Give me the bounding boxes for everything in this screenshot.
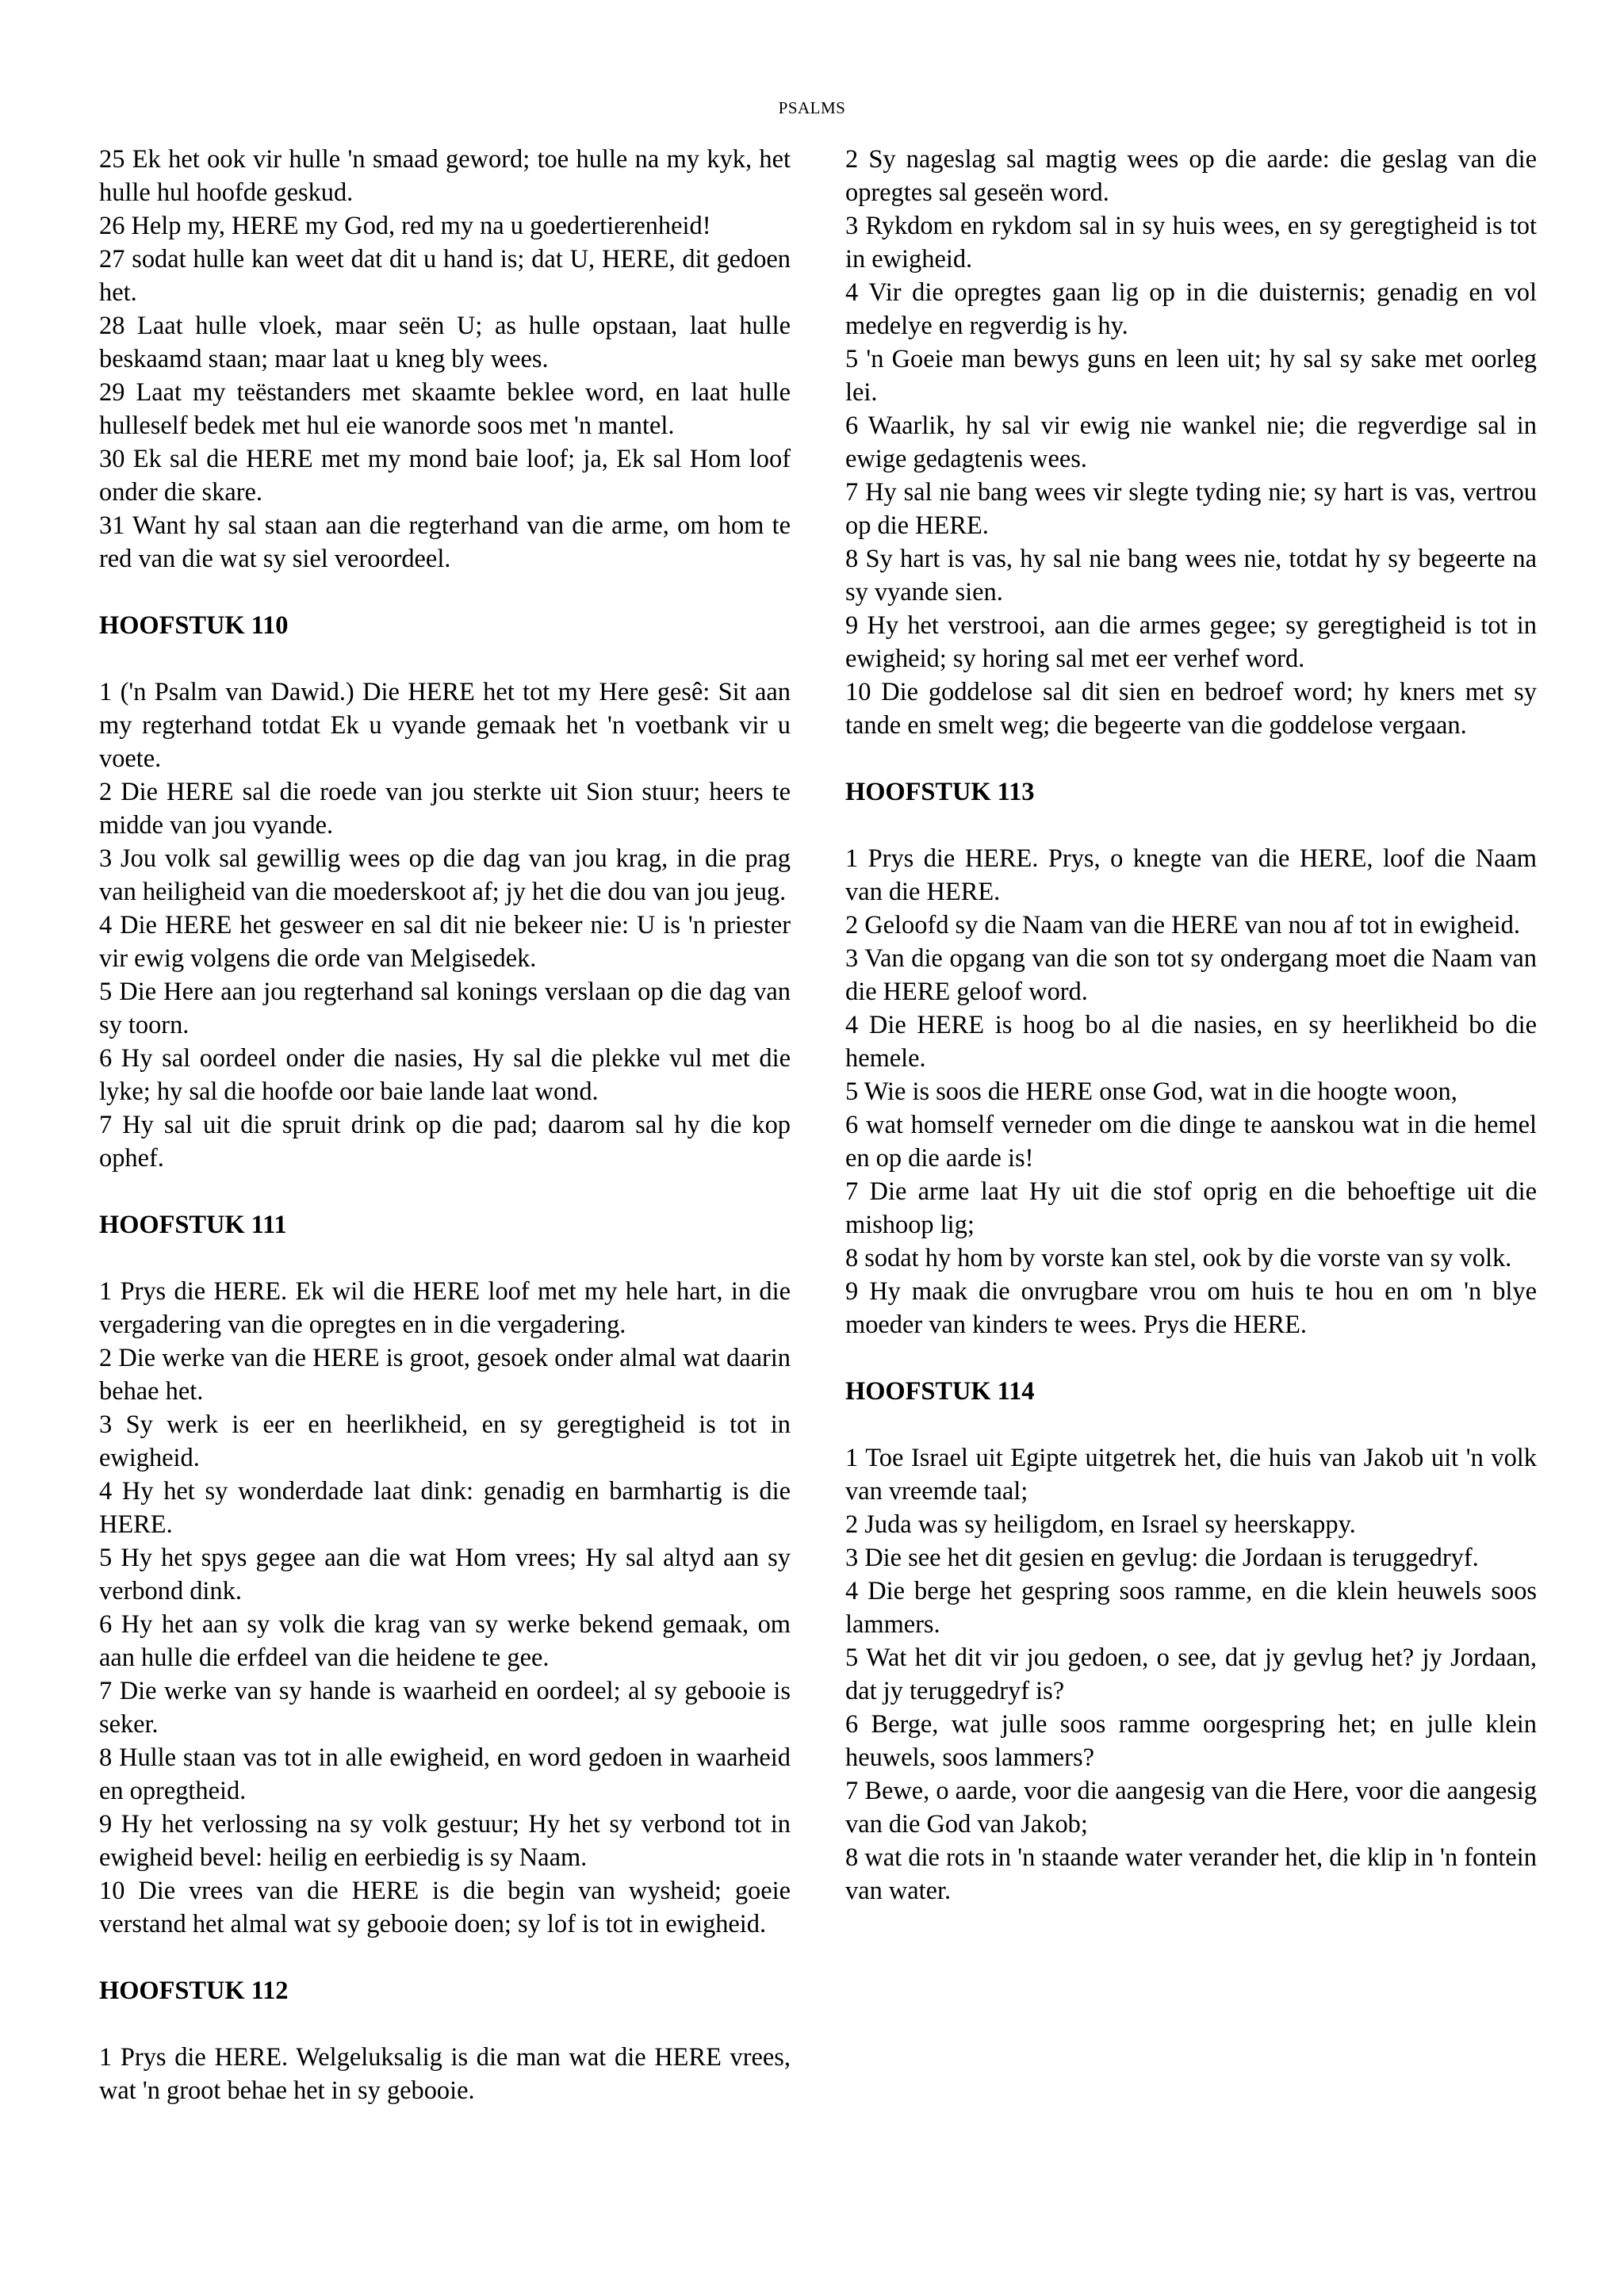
verse: 3 Rykdom en rykdom sal in sy huis wees, en sy geregtigheid is tot in ewigheid. [845,212,1537,274]
verse: 6 Waarlik, hy sal vir ewig nie wankel nie; die regverdige sal in ewige gedagtenis wees. [845,411,1537,473]
verse: 6 Berge, wat julle soos ramme oorgespring het; en julle klein heuwels, soos lammers? [845,1710,1537,1772]
left-column [99,143,791,2107]
verse: 9 Hy maak die onvrugbare vrou om huis te hou en om 'n blye moeder van kinders te wees. Prys die HERE. [845,1277,1537,1339]
verse: 8 wat die rots in 'n staande water verander het, die klip in 'n fontein van water. [845,1843,1537,1905]
verse: 1 Prys die HERE. Ek wil die HERE loof met my hele hart, in die vergadering van die opregtes en in die vergadering. [99,1277,791,1339]
verse: 1 Prys die HERE. Welgeluksalig is die man wat die HERE vrees, wat 'n groot behae het in sy gebooie. [99,2043,791,2105]
chapter-heading: HOOFSTUK 111 [99,1211,287,1239]
verse: 9 Hy het verstrooi, aan die armes gegee; sy geregtigheid is tot in ewigheid; sy horing sal met eer verhef word. [845,611,1537,673]
verse: 7 Hy sal uit die spruit drink op die pad; daarom sal hy die kop ophef. [99,1111,791,1173]
verse: 3 Jou volk sal gewillig wees op die dag van jou krag, in die prag van heiligheid van die moederskoot af; jy het die dou van jou jeug. [99,844,791,906]
verse: 6 Hy het aan sy volk die krag van sy werke bekend gemaak, om aan hulle die erfdeel van die heidene te gee. [99,1610,791,1672]
verse: 1 Toe Israel uit Egipte uitgetrek het, die huis van Jakob uit 'n volk van vreemde taal; [845,1444,1537,1506]
verse: 5 Wie is soos die HERE onse God, wat in die hoogte woon, [845,1077,1457,1106]
verse: 5 Die Here aan jou regterhand sal konings verslaan op die dag van sy toorn. [99,978,791,1039]
chapter-heading: HOOFSTUK 113 [845,778,1035,806]
verse: 3 Van die opgang van die son tot sy ondergang moet die Naam van die HERE geloof word. [845,944,1537,1006]
verse: 2 Juda was sy heiligdom, en Israel sy heerskappy. [845,1510,1356,1539]
chapter-heading: HOOFSTUK 114 [845,1377,1035,1406]
verse: 3 Die see het dit gesien en gevlug: die Jordaan is teruggedryf. [845,1544,1479,1572]
verse: 3 Sy werk is eer en heerlikheid, en sy geregtigheid is tot in ewigheid. [99,1410,791,1472]
verse: 2 Sy nageslag sal magtig wees op die aarde: die geslag van die opregtes sal geseën word. [845,145,1537,207]
verse: 28 Laat hulle vloek, maar seën U; as hulle opstaan, laat hulle beskaamd staan; maar laat u kneg bly wees. [99,312,791,373]
verse: 6 Hy sal oordeel onder die nasies, Hy sal die plekke vul met die lyke; hy sal die hoofde oor baie lande laat wond. [99,1044,791,1106]
verse: 1 ('n Psalm van Dawid.) Die HERE het tot my Here gesê: Sit aan my regterhand totdat Ek u vyande gemaak het 'n voetbank vir u voete. [99,678,791,773]
verse: 25 Ek het ook vir hulle 'n smaad geword; toe hulle na my kyk, het hulle hul hoofde geskud. [99,145,791,207]
verse: 26 Help my, HERE my God, red my na u goedertierenheid! [99,212,711,240]
verse: 10 Die goddelose sal dit sien en bedroef word; hy kners met sy tande en smelt weg; die begeerte van die goddelose vergaan. [845,678,1537,740]
chapter-heading: HOOFSTUK 112 [99,1976,289,2005]
verse: 7 Hy sal nie bang wees vir slegte tyding nie; sy hart is vas, vertrou op die HERE. [845,478,1537,540]
verse: 8 Sy hart is vas, hy sal nie bang wees nie, totdat hy sy begeerte na sy vyande sien. [845,545,1537,607]
right-column [845,143,1537,1908]
verse: 4 Vir die opregtes gaan lig op in die duisternis; genadig en vol medelye en regverdig is hy. [845,278,1537,340]
verse: 8 Hulle staan vas tot in alle ewigheid, en word gedoen in waarheid en opregtheid. [99,1743,791,1805]
verse: 2 Die HERE sal die roede van jou sterkte uit Sion stuur; heers te midde van jou vyande. [99,778,791,840]
verse: 8 sodat hy hom by vorste kan stel, ook by die vorste van sy volk. [845,1244,1512,1272]
verse: 7 Die arme laat Hy uit die stof oprig en die behoeftige uit die mishoop lig; [845,1177,1537,1239]
verse: 31 Want hy sal staan aan die regterhand van die arme, om hom te red van die wat sy siel veroordeel. [99,511,791,573]
verse: 4 Die HERE is hoog bo al die nasies, en sy heerlikheid bo die hemele. [845,1011,1537,1073]
verse: 10 Die vrees van die HERE is die begin van wysheid; goeie verstand het almal wat sy gebooie doen; sy lof is tot in ewigheid. [99,1877,791,1938]
verse: 2 Die werke van die HERE is groot, gesoek onder almal wat daarin behae het. [99,1344,791,1406]
verse: 4 Die berge het gespring soos ramme, en die klein heuwels soos lammers. [845,1577,1537,1639]
verse: 5 Hy het spys gegee aan die wat Hom vrees; Hy sal altyd aan sy verbond dink. [99,1544,791,1605]
verse: 30 Ek sal die HERE met my mond baie loof; ja, Ek sal Hom loof onder die skare. [99,445,791,507]
verse: 4 Hy het sy wonderdade laat dink: genadig en barmhartig is die HERE. [99,1477,791,1539]
verse: 6 wat homself verneder om die dinge te aanskou wat in die hemel en op die aarde is! [845,1111,1537,1173]
verse: 9 Hy het verlossing na sy volk gestuur; Hy het sy verbond tot in ewigheid bevel: heilig en eerbiedig is sy Naam. [99,1810,791,1872]
verse: 4 Die HERE het gesweer en sal dit nie bekeer nie: U is 'n priester vir ewig volgens die orde van Melgisedek. [99,911,791,973]
verse: 29 Laat my teëstanders met skaamte beklee word, en laat hulle hulleself bedek met hul eie wanorde soos met 'n mantel. [99,378,791,440]
chapter-heading: HOOFSTUK 110 [99,611,289,640]
verse: 7 Die werke van sy hande is waarheid en oordeel; al sy gebooie is seker. [99,1677,791,1739]
verse: 27 sodat hulle kan weet dat dit u hand is; dat U, HERE, dit gedoen het. [99,245,791,307]
verse: 7 Bewe, o aarde, voor die aangesig van die Here, voor die aangesig van die God van Jakob; [845,1777,1537,1839]
verse: 5 Wat het dit vir jou gedoen, o see, dat jy gevlug het? jy Jordaan, dat jy teruggedryf is? [845,1644,1537,1705]
verse: 5 'n Goeie man bewys guns en leen uit; hy sal sy sake met oorleg lei. [845,345,1537,407]
running-head: PSALMS [778,98,846,117]
verse: 1 Prys die HERE. Prys, o knegte van die HERE, loof die Naam van die HERE. [845,844,1537,906]
verse: 2 Geloofd sy die Naam van die HERE van nou af tot in ewigheid. [845,911,1520,939]
